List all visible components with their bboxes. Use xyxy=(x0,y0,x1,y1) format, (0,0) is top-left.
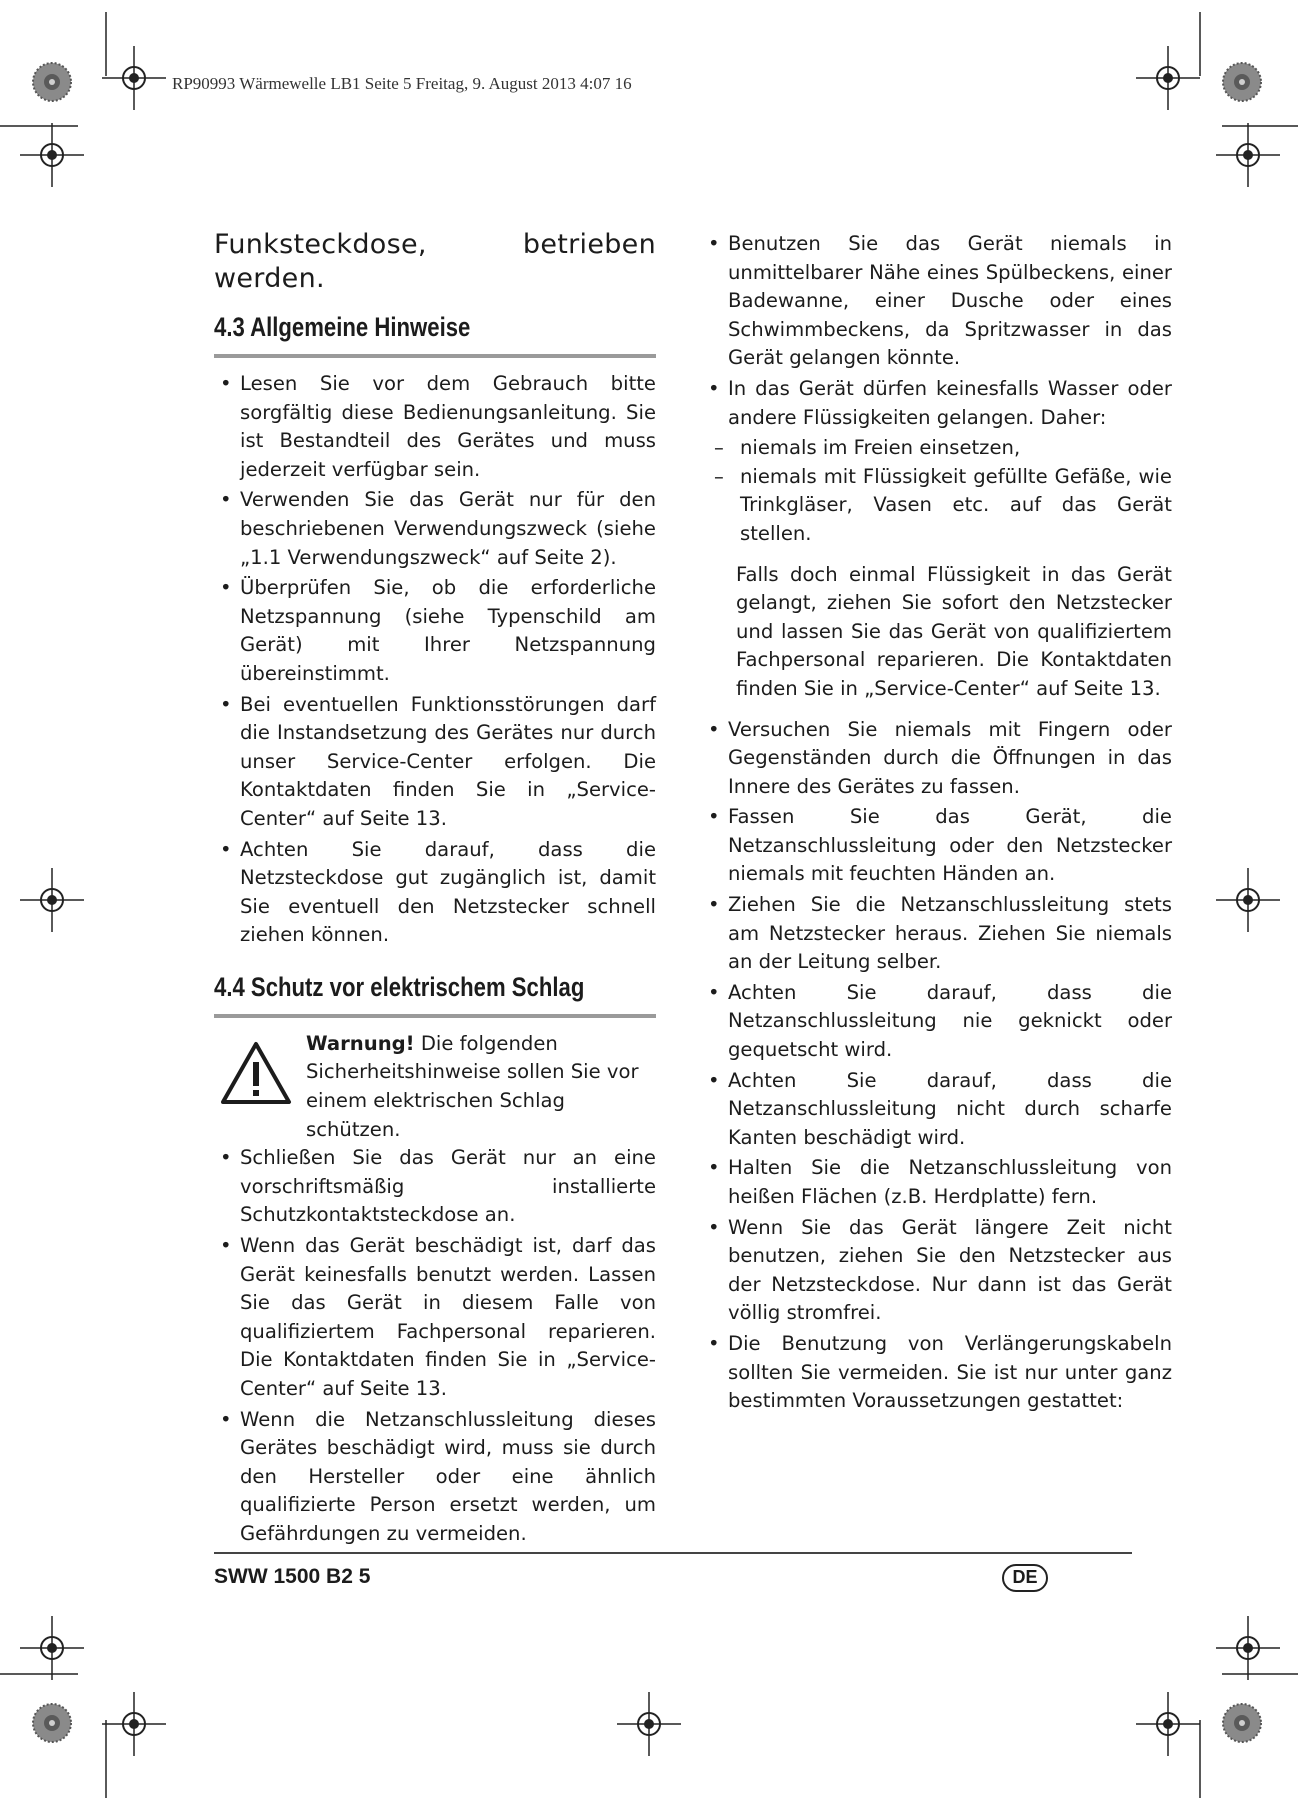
footer-model-page: SWW 1500 B2 5 xyxy=(214,1565,371,1588)
list-item: • Bei eventuellen Funktionsstörungen darf die Instandsetzung des Gerätes nur durch unser Service-Center erfolgen. Die Kontaktdaten finden Sie in „Service-Center“ auf Seite 13. xyxy=(214,691,656,834)
list-item: • Lesen Sie vor dem Gebrauch bitte sorgfältig diese Bedienungsanleitung. Sie ist Bestandteil des Gerätes und muss jederzeit verfügbar sein. xyxy=(214,370,656,484)
cable-safety-list xyxy=(702,716,1172,1416)
heading-rule xyxy=(214,354,656,358)
list-item: • Benutzen Sie das Gerät niemals in unmittelbarer Nähe eines Spülbeckens, einer Badewanne, einer Dusche oder eines Schwimmbeckens, da Spritzwasser in das Gerät gelangen könnte. xyxy=(702,230,1172,373)
list-item: • Fassen Sie das Gerät, die Netzanschlussleitung oder den Netzstecker niemals mit feuchten Händen an. xyxy=(702,803,1172,889)
followup-paragraph: Falls doch einmal Flüssigkeit in das Gerät gelangt, ziehen Sie sofort den Netzstecker und lassen Sie das Gerät von qualifiziertem Fachpersonal reparieren. Die Kontaktdaten finden Sie in „Service-Center“ auf Seite 13. xyxy=(736,562,1172,700)
sub-list xyxy=(702,434,1172,548)
lead-text xyxy=(214,228,656,296)
warning-label: Warnung! xyxy=(306,1031,415,1055)
shock-protection-list xyxy=(214,1144,656,1548)
list-item: • In das Gerät dürfen keinesfalls Wasser oder andere Flüssigkeiten gelangen. Daher: xyxy=(702,375,1172,432)
footer-rule xyxy=(214,1552,1132,1554)
general-notes-list xyxy=(214,370,656,950)
list-item: • Wenn das Gerät beschädigt ist, darf das Gerät keinesfalls benutzt werden. Lassen Sie das Gerät in diesem Falle von qualifiziertem Fachpersonal reparieren. Die Kontaktdaten finden Sie in „Service-Center“ auf Seite 13. xyxy=(214,1232,656,1404)
list-item: • Schließen Sie das Gerät nur an eine vorschriftsmäßig installierte Schutzkontaktsteckdose an. xyxy=(214,1144,656,1230)
warning-text: Die folgenden Sicherheitshinweise sollen Sie vor einem elektrischen Schlag schützen. xyxy=(306,1031,639,1141)
list-item: • Überprüfen Sie, ob die erforderliche Netzspannung (siehe Typenschild am Gerät) mit Ihrer Netzspannung übereinstimmt. xyxy=(214,574,656,688)
sub-list-item: – niemals mit Flüssigkeit gefüllte Gefäße, wie Trinkgläser, Vasen etc. auf das Gerät stellen. xyxy=(702,463,1172,549)
list-item: • Verwenden Sie das Gerät nur für den beschriebenen Verwendungszweck (siehe „1.1 Verwendungszweck“ auf Seite 2). xyxy=(214,486,656,572)
list-item: • Die Benutzung von Verlängerungskabeln sollten Sie vermeiden. Sie ist nur unter ganz bestimmten Voraussetzungen gestattet: xyxy=(702,1330,1172,1416)
list-item: • Achten Sie darauf, dass die Netzsteckdose gut zugänglich ist, damit Sie eventuell den Netzstecker schnell ziehen können. xyxy=(214,836,656,950)
sub-list-item: – niemals im Freien einsetzen, xyxy=(702,434,1172,463)
list-item: • Wenn die Netzanschlussleitung dieses Gerätes beschädigt wird, muss sie durch den Hersteller oder eine ähnlich qualifizierte Person ersetzt werden, um Gefährdungen zu vermeiden. xyxy=(214,1406,656,1549)
section-heading-4-3: 4.3 Allgemeine Hinweise xyxy=(214,312,471,342)
lead-part-1: Funksteckdose, xyxy=(214,229,427,260)
list-item: • Halten Sie die Netzanschlussleitung von heißen Flächen (z.B. Herdplatte) fern. xyxy=(702,1154,1172,1211)
list-item: • Ziehen Sie die Netzanschlussleitung stets am Netzstecker heraus. Ziehen Sie niemals an der Leitung selber. xyxy=(702,891,1172,977)
print-header: RP90993 Wärmewelle LB1 Seite 5 Freitag, 9. August 2013 4:07 16 xyxy=(172,74,632,93)
list-item: • Achten Sie darauf, dass die Netzanschlussleitung nicht durch scharfe Kanten beschädigt wird. xyxy=(702,1067,1172,1153)
list-item: • Achten Sie darauf, dass die Netzanschlussleitung nie geknickt oder gequetscht wird. xyxy=(702,979,1172,1065)
lead-part-3: werden. xyxy=(214,263,325,294)
section-heading-4-4: 4.4 Schutz vor elektrischem Schlag xyxy=(214,971,585,1002)
water-safety-list xyxy=(702,230,1172,432)
lead-part-2: betrieben xyxy=(522,229,656,260)
list-item: • Wenn Sie das Gerät längere Zeit nicht benutzen, ziehen Sie den Netzstecker aus der Netzsteckdose. Nur dann ist das Gerät völlig stromfrei. xyxy=(702,1214,1172,1328)
heading-rule xyxy=(214,1014,656,1018)
left-column xyxy=(214,228,656,1551)
right-column xyxy=(702,230,1172,1418)
warning-triangle-icon xyxy=(220,1040,292,1106)
list-item: • Versuchen Sie niemals mit Fingern oder Gegenständen durch die Öffnungen in das Innere des Gerätes zu fassen. xyxy=(702,716,1172,802)
warning-block xyxy=(214,1030,656,1144)
language-badge: DE xyxy=(1002,1564,1048,1592)
